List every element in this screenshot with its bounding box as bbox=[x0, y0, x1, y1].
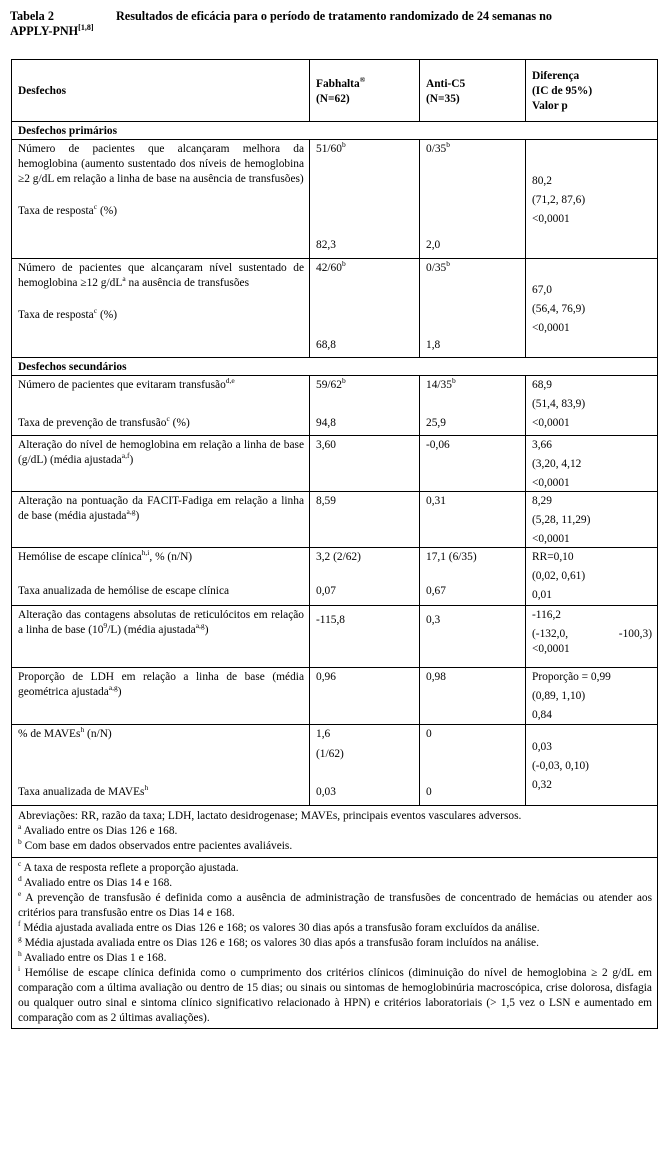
header-fabhalta: Fabhalta® (N=62) bbox=[310, 60, 420, 122]
table-row bbox=[12, 668, 658, 725]
section-secondary: Desfechos secundários bbox=[12, 358, 658, 376]
row-label: Número de pacientes que alcançaram melhora da hemoglobina (aumento sustentado dos níveis de hemoglobina ≥2 g/dL em relação a linha de base na ausência de transfusões) Taxa de resposta$^c$ (%) bbox=[12, 140, 310, 259]
header-desfechos: Desfechos bbox=[12, 60, 310, 122]
row-label: Hemólise de escape clínica$^{h,i}$, % (n/N) Taxa anualizada de hemólise de escape clínica bbox=[12, 548, 310, 606]
fabhalta-cell: 42/60$^b$ 68,8 bbox=[310, 259, 420, 358]
footnotes-row bbox=[12, 806, 658, 1029]
anti-c5-cell: 0,3 bbox=[420, 606, 526, 668]
anti-c5-cell: 0,31 bbox=[420, 492, 526, 548]
table-row bbox=[12, 140, 658, 259]
difference-cell: 68,9 (51,4, 83,9) <0,0001 bbox=[526, 376, 658, 436]
table-row bbox=[12, 259, 658, 358]
difference-cell: -116,2 (-132,0, -100,3) <0,0001 bbox=[526, 606, 658, 668]
row-label: Alteração do nível de hemoglobina em relação a linha de base (g/dL) (média ajustada$^{a,f}$) bbox=[12, 436, 310, 492]
table-caption bbox=[10, 9, 670, 39]
anti-c5-cell: 0/35$^b$ 2,0 bbox=[420, 140, 526, 259]
anti-c5-cell: 14/35$^b$ 25,9 bbox=[420, 376, 526, 436]
table-header-row bbox=[12, 60, 658, 122]
fabhalta-cell: 59/62$^b$ 94,8 bbox=[310, 376, 420, 436]
caption-title-line2: APPLY-PNH bbox=[10, 24, 79, 38]
footnotes bbox=[12, 806, 658, 1029]
table-row bbox=[12, 606, 658, 668]
table-row bbox=[12, 492, 658, 548]
footnote-b: $^b$ Com base em dados observados entre pacientes avaliáveis. bbox=[18, 837, 293, 852]
row-label: Alteração das contagens absolutas de reticulócitos em relação a linha de base $(10^9/L)$ (média ajustada$^{a,g}$) bbox=[12, 606, 310, 668]
difference-cell: 3,66 (3,20, 4,12 <0,0001 bbox=[526, 436, 658, 492]
fabhalta-cell: 1,6 (1/62) 0,03 bbox=[310, 725, 420, 806]
section-primary-row bbox=[12, 122, 658, 140]
footnote-d: $^d$ Avaliado entre os Dias 14 e 168. bbox=[18, 874, 173, 889]
footnote-a: $^a$ Avaliado entre os Dias 126 e 168. bbox=[18, 822, 178, 837]
row-label: Número de pacientes que alcançaram nível sustentado de hemoglobina ≥12 $g/dL^a$ na ausência de transfusões Taxa de resposta$^c$ (%) bbox=[12, 259, 310, 358]
fabhalta-cell: 3,2 (2/62) 0,07 bbox=[310, 548, 420, 606]
section-primary: Desfechos primários bbox=[12, 122, 658, 140]
fabhalta-cell: 51/60$^b$ 82,3 bbox=[310, 140, 420, 259]
footnote-e: $^e$ A prevenção de transfusão é definida como a ausência de administração de transfusões de concentrado de hemácias ou atender aos critérios para transfusão entre os Dias 14 e 168. bbox=[18, 889, 653, 919]
row-label: Número de pacientes que evitaram transfusão$^{d,e}$ Taxa de prevenção de transfusão$^c$ (%) bbox=[12, 376, 310, 436]
fabhalta-cell: -115,8 bbox=[310, 606, 420, 668]
table-row bbox=[12, 725, 658, 806]
difference-cell: 0,03 (-0,03, 0,10) 0,32 bbox=[526, 725, 658, 806]
fabhalta-cell: 0,96 bbox=[310, 668, 420, 725]
fabhalta-cell: 3,60 bbox=[310, 436, 420, 492]
footnote-abbreviations: Abreviações: RR, razão da taxa; LDH, lactato desidrogenase; MAVEs, principais eventos vasculares adversos. bbox=[18, 810, 522, 822]
efficacy-table bbox=[11, 59, 658, 1029]
footnote-h: $^h$ Avaliado entre os Dias 1 e 168. bbox=[18, 949, 167, 964]
difference-cell: 80,2 (71,2, 87,6) <0,0001 bbox=[526, 140, 658, 259]
row-label: % de MAVEs$^h$ (n/N) Taxa anualizada de MAVEs$^h$ bbox=[12, 725, 310, 806]
footnote-g: $^g$ Média ajustada avaliada entre os Dias 126 e 168; os valores 30 dias após a transfusão foram incluídos na análise. bbox=[18, 934, 539, 949]
header-diferenca: Diferença (IC de 95%) Valor p bbox=[526, 60, 658, 122]
anti-c5-cell: 0,98 bbox=[420, 668, 526, 725]
footnote-i: $^i$ Hemólise de escape clínica definida como o cumprimento dos critérios clínicos (diminuição do nível de hemoglobina ≥ 2 g/dL em comparação com a última avaliação ou dentro de 15 dias; ou sinais ou sintomas de hemoglobinúria macroscópica, crise dolorosa, disfagia ou qualquer outro sinal e sintoma clínico significativo relacionado à HPN) e critérios laboratoriais (> 1,5 vez o LSN e aumentado em comparação com as 2 últimas avaliações). bbox=[18, 964, 652, 1024]
table-row bbox=[12, 376, 658, 436]
caption-reference: [1,8] bbox=[78, 22, 94, 32]
anti-c5-cell: -0,06 bbox=[420, 436, 526, 492]
difference-cell: Proporção = 0,99 (0,89, 1,10) 0,84 bbox=[526, 668, 658, 725]
caption-label: Tabela 2 bbox=[10, 9, 54, 23]
anti-c5-cell: 17,1 (6/35) 0,67 bbox=[420, 548, 526, 606]
header-anti-c5: Anti-C5 (N=35) bbox=[420, 60, 526, 122]
table-row bbox=[12, 548, 658, 606]
difference-cell: RR=0,10 (0,02, 0,61) 0,01 bbox=[526, 548, 658, 606]
fabhalta-cell: 8,59 bbox=[310, 492, 420, 548]
section-secondary-row bbox=[12, 358, 658, 376]
row-label: Proporção de LDH em relação a linha de base (média geométrica ajustada$^{a,g}$) bbox=[12, 668, 310, 725]
difference-cell: 8,29 (5,28, 11,29) <0,0001 bbox=[526, 492, 658, 548]
footnote-f: $^f$ Média ajustada avaliada entre os Dias 126 e 168; os valores 30 dias após a transfusão foram excluídos da análise. bbox=[18, 919, 540, 934]
row-label: Alteração na pontuação da FACIT-Fadiga em relação a linha de base (média ajustada$^{a,g}$) bbox=[12, 492, 310, 548]
table-row bbox=[12, 436, 658, 492]
caption-title: Resultados de eficácia para o período de tratamento randomizado de 24 semanas no bbox=[116, 9, 553, 23]
anti-c5-cell: 0/35$^b$ 1,8 bbox=[420, 259, 526, 358]
anti-c5-cell: 0 0 bbox=[420, 725, 526, 806]
difference-cell: 67,0 (56,4, 76,9) <0,0001 bbox=[526, 259, 658, 358]
footnote-c: $^c$ A taxa de resposta reflete a proporção ajustada. bbox=[18, 859, 239, 874]
